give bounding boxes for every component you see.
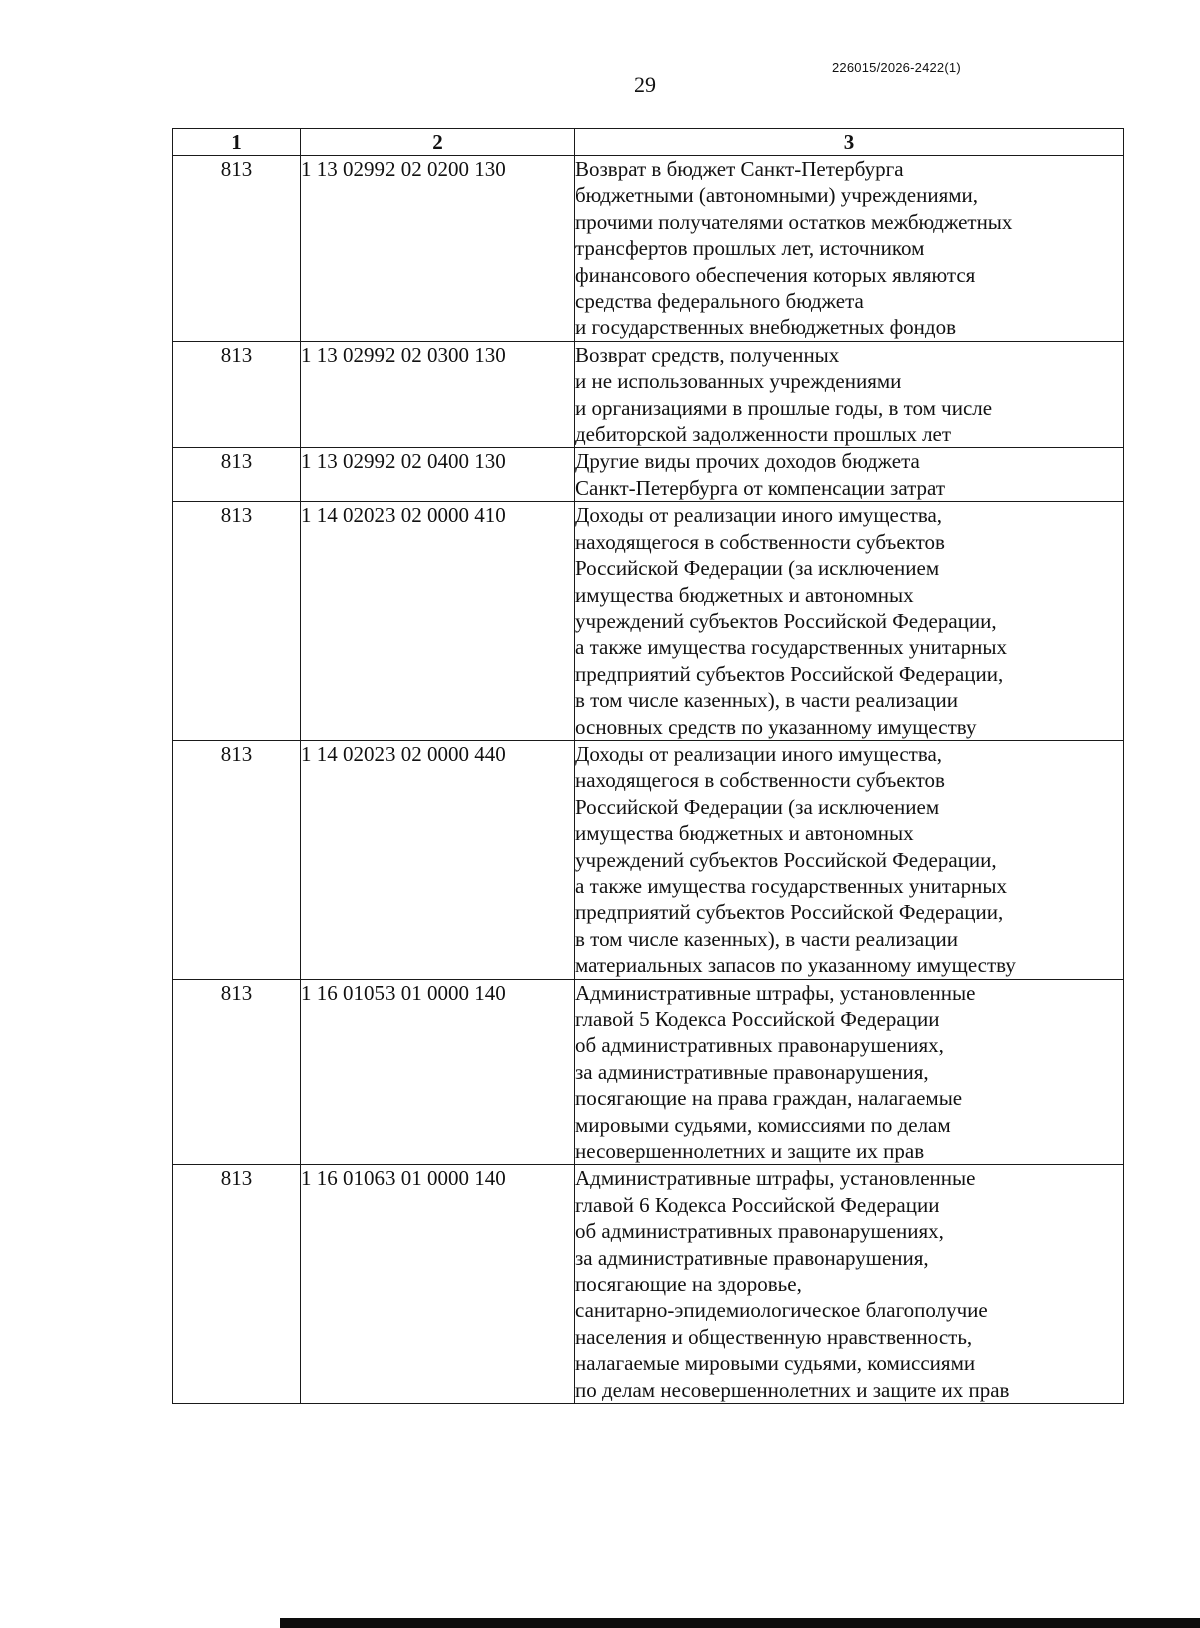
- column-header-2: 2: [301, 129, 575, 156]
- revenue-code-cell: 1 16 01063 01 0000 140: [301, 1165, 575, 1404]
- revenue-code-cell: 1 14 02023 02 0000 440: [301, 740, 575, 979]
- table-header: [173, 129, 1124, 156]
- admin-code-cell: 813: [173, 448, 301, 502]
- revenue-code-cell: 1 16 01053 01 0000 140: [301, 979, 575, 1165]
- description-cell: [575, 156, 1124, 342]
- description-line: находящегося в собственности субъектов: [575, 768, 945, 793]
- revenue-code-cell: 1 14 02023 02 0000 410: [301, 502, 575, 741]
- description-line: материальных запасов по указанному имуществу: [575, 953, 1016, 978]
- description-line: главой 6 Кодекса Российской Федерации: [575, 1192, 940, 1217]
- table-row: [173, 156, 1124, 342]
- table-body: [173, 156, 1124, 1404]
- description-line: посягающие на здоровье,: [575, 1272, 802, 1297]
- document-id: 226015/2026-2422(1): [832, 60, 961, 75]
- description-line: Доходы от реализации иного имущества,: [575, 503, 943, 528]
- table-row: [173, 502, 1124, 741]
- description-line: бюджетными (автономными) учреждениями,: [575, 183, 979, 208]
- table-row: [173, 740, 1124, 979]
- scan-edge-bar: [280, 1618, 1200, 1628]
- description-line: Доходы от реализации иного имущества,: [575, 741, 943, 766]
- admin-code-cell: 813: [173, 1165, 301, 1404]
- description-line: Российской Федерации (за исключением: [575, 556, 940, 581]
- description-line: Санкт-Петербурга от компенсации затрат: [575, 475, 946, 500]
- description-cell: [575, 341, 1124, 448]
- description-line: трансфертов прошлых лет, источником: [575, 236, 925, 261]
- description-line: Административные штрафы, установленные: [575, 980, 976, 1005]
- description-line: предприятий субъектов Российской Федерации,: [575, 661, 1004, 686]
- column-header-1: 1: [173, 129, 301, 156]
- description-line: Возврат средств, полученных: [575, 342, 840, 367]
- description-cell: [575, 1165, 1124, 1404]
- column-header-3: 3: [575, 129, 1124, 156]
- description-line: мировыми судьями, комиссиями по делам: [575, 1112, 951, 1137]
- description-line: имущества бюджетных и автономных: [575, 582, 914, 607]
- table-row: [173, 341, 1124, 448]
- table-row: [173, 448, 1124, 502]
- description-line: основных средств по указанному имуществу: [575, 714, 977, 739]
- description-cell: [575, 502, 1124, 741]
- description-line: за административные правонарушения,: [575, 1059, 929, 1084]
- description-cell: [575, 979, 1124, 1165]
- description-line: об административных правонарушениях,: [575, 1219, 944, 1244]
- description-line: налагаемые мировыми судьями, комиссиями: [575, 1351, 976, 1376]
- admin-code-cell: 813: [173, 156, 301, 342]
- description-line: дебиторской задолженности прошлых лет: [575, 422, 952, 447]
- revenue-codes-table: [172, 128, 1124, 1404]
- description-line: прочими получателями остатков межбюджетных: [575, 209, 1013, 234]
- description-line: Российской Федерации (за исключением: [575, 794, 940, 819]
- description-line: средства федерального бюджета: [575, 289, 864, 314]
- description-line: а также имущества государственных унитарных: [575, 873, 1007, 898]
- description-line: и государственных внебюджетных фондов: [575, 315, 957, 340]
- revenue-code-cell: 1 13 02992 02 0300 130: [301, 341, 575, 448]
- description-line: Административные штрафы, установленные: [575, 1166, 976, 1191]
- revenue-code-cell: 1 13 02992 02 0400 130: [301, 448, 575, 502]
- description-line: учреждений субъектов Российской Федерации,: [575, 847, 997, 872]
- description-line: учреждений субъектов Российской Федерации,: [575, 608, 997, 633]
- description-line: предприятий субъектов Российской Федерации,: [575, 900, 1004, 925]
- description-line: об административных правонарушениях,: [575, 1033, 944, 1058]
- page-number: 29: [634, 72, 656, 97]
- admin-code-cell: 813: [173, 979, 301, 1165]
- description-line: главой 5 Кодекса Российской Федерации: [575, 1007, 940, 1031]
- description-line: санитарно-эпидемиологическое благополучие: [575, 1298, 988, 1323]
- description-line: Другие виды прочих доходов бюджета: [575, 449, 920, 474]
- description-line: несовершеннолетних и защите их прав: [575, 1139, 925, 1164]
- admin-code-cell: 813: [173, 502, 301, 741]
- description-line: а также имущества государственных унитарных: [575, 635, 1007, 660]
- description-line: и организациями в прошлые годы, в том числе: [575, 395, 993, 420]
- table-row: [173, 1165, 1124, 1404]
- description-line: в том числе казенных), в части реализации: [575, 926, 958, 951]
- description-cell: [575, 448, 1124, 502]
- table-header-row: [173, 129, 1124, 156]
- description-line: и не использованных учреждениями: [575, 369, 902, 394]
- description-line: за административные правонарушения,: [575, 1245, 929, 1270]
- description-line: находящегося в собственности субъектов: [575, 529, 945, 554]
- admin-code-cell: 813: [173, 740, 301, 979]
- description-line: финансового обеспечения которых являются: [575, 262, 976, 287]
- revenue-code-cell: 1 13 02992 02 0200 130: [301, 156, 575, 342]
- description-line: имущества бюджетных и автономных: [575, 821, 914, 846]
- description-line: населения и общественную нравственность,: [575, 1324, 973, 1349]
- description-line: Возврат в бюджет Санкт-Петербурга: [575, 157, 904, 181]
- description-cell: [575, 740, 1124, 979]
- description-line: по делам несовершеннолетних и защите их прав: [575, 1377, 1010, 1402]
- table-row: [173, 979, 1124, 1165]
- admin-code-cell: 813: [173, 341, 301, 448]
- description-line: в том числе казенных), в части реализации: [575, 688, 958, 713]
- description-line: посягающие на права граждан, налагаемые: [575, 1086, 963, 1111]
